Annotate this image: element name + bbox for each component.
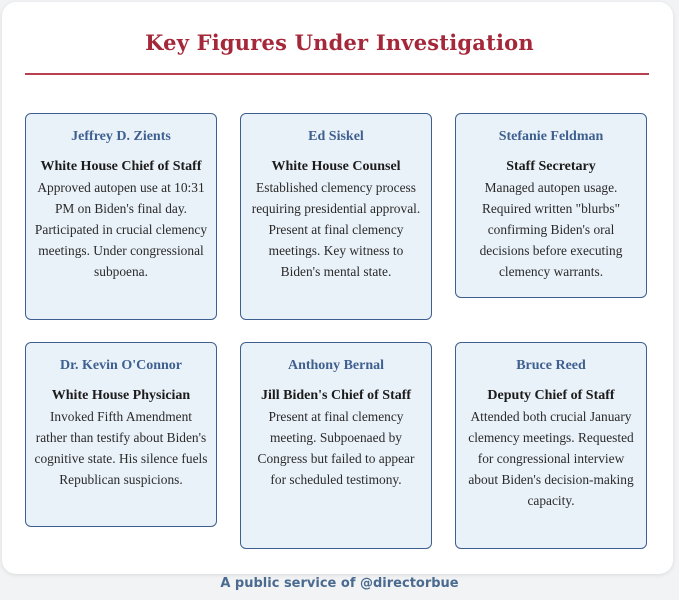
- figure-name: Stefanie Feldman: [498, 129, 604, 144]
- figure-card-reed: [455, 342, 647, 549]
- title-divider: [25, 73, 649, 75]
- figure-role: White House Counsel: [271, 159, 401, 174]
- figure-role: Staff Secretary: [506, 159, 596, 174]
- figure-name: Anthony Bernal: [287, 358, 385, 373]
- figure-card-siskel: [240, 113, 432, 320]
- figure-description: Invoked Fifth Amendment rather than testify about Biden's cognitive state. His silence fuels Republican suspicions.: [34, 409, 208, 487]
- figure-description: Attended both crucial January clemency meetings. Requested for congressional interview about Biden's decision-making capacity.: [468, 409, 634, 508]
- figure-card-bernal: [240, 342, 432, 549]
- footer-credit: A public service of @directorbue: [220, 576, 459, 591]
- figure-name: Dr. Kevin O'Connor: [60, 358, 182, 373]
- figure-name: Bruce Reed: [516, 358, 586, 373]
- figure-description: Present at final clemency meeting. Subpoenaed by Congress but failed to appear for scheduled testimony.: [257, 409, 415, 487]
- figure-card-zients: [25, 113, 217, 320]
- figure-role: White House Chief of Staff: [40, 159, 202, 174]
- figure-role: White House Physician: [51, 388, 191, 403]
- figure-name: Ed Siskel: [308, 129, 364, 144]
- figure-description: Established clemency process requiring presidential approval. Present at final clemency meetings. Key witness to Biden's mental state.: [251, 180, 421, 279]
- page-title: Key Figures Under Investigation: [145, 30, 534, 55]
- figure-card-feldman: [455, 113, 647, 298]
- figure-description: Managed autopen usage. Required written "blurbs" confirming Biden's oral decisions before executing clemency warrants.: [479, 180, 623, 279]
- figure-description: Approved autopen use at 10:31 PM on Biden's final day. Participated in crucial clemency meetings. Under congressional subpoena.: [34, 180, 208, 279]
- figure-name: Jeffrey D. Zients: [71, 129, 171, 144]
- figure-card-oconnor: [25, 342, 217, 527]
- figure-role: Jill Biden's Chief of Staff: [260, 388, 412, 403]
- figure-role: Deputy Chief of Staff: [487, 388, 615, 403]
